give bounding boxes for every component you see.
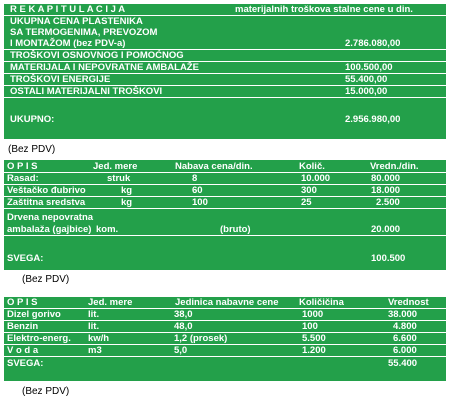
recap-item-value: 55.400,00 bbox=[345, 74, 388, 85]
cell-value: 2.500 bbox=[376, 197, 400, 208]
recap-item-1-row bbox=[4, 16, 446, 27]
recap-item-2-row bbox=[4, 50, 446, 62]
materials-table bbox=[4, 160, 446, 270]
cell-unit: kg bbox=[121, 185, 133, 196]
cell-value: 80.000 bbox=[371, 173, 401, 184]
column-header: Jed. mere bbox=[88, 297, 133, 308]
cell-desc: Drvena nepovratna bbox=[7, 212, 94, 223]
cell-qty: 100 bbox=[302, 321, 318, 332]
recap-item-1-row bbox=[4, 27, 446, 38]
materials-total-label: SVEGA: bbox=[7, 253, 44, 264]
cell-qty: 1000 bbox=[302, 309, 324, 320]
cell-price: 48,0 bbox=[174, 321, 193, 332]
cell-value: 18.000 bbox=[371, 185, 401, 196]
table-row bbox=[4, 185, 446, 197]
cell-value: 6.600 bbox=[393, 333, 417, 344]
materials-note: (Bez PDV) bbox=[22, 274, 70, 285]
cell-desc: V o d a bbox=[7, 345, 39, 356]
cell-price: (bruto) bbox=[220, 224, 251, 235]
cell-desc: Benzin bbox=[7, 321, 39, 332]
cell-value: 6.000 bbox=[393, 345, 417, 356]
cell-unit: kw/h bbox=[88, 333, 110, 344]
cell-qty: 10.000 bbox=[301, 173, 331, 184]
recap-total-label: UKUPNO: bbox=[10, 114, 55, 125]
recap-item-label: OSTALI MATERIJALNI TROŠKOVI bbox=[10, 86, 163, 97]
recap-item-label: UKUPNA CENA PLASTENIKA bbox=[10, 16, 143, 27]
column-header: Nabava cena/din. bbox=[175, 161, 253, 172]
energy-total-label: SVEGA: bbox=[7, 358, 44, 369]
table-row bbox=[4, 321, 446, 333]
cell-unit: lit. bbox=[88, 309, 100, 320]
table-row bbox=[4, 345, 446, 357]
column-header: Količičina bbox=[299, 297, 344, 308]
table-row bbox=[4, 333, 446, 345]
cell-qty: 300 bbox=[301, 185, 317, 196]
column-header: O P I S bbox=[7, 297, 38, 308]
table-row bbox=[4, 197, 446, 209]
recap-item-2-row bbox=[4, 62, 446, 74]
recap-title: R E K A P I T U L A C I J A bbox=[10, 4, 126, 15]
recap-subtitle: materijalnih troškova stalne cene u din. bbox=[235, 4, 413, 15]
energy-note: (Bez PDV) bbox=[22, 386, 70, 397]
cell-price: 60 bbox=[192, 185, 203, 196]
table-row bbox=[4, 212, 446, 223]
recap-item-4-row bbox=[4, 86, 446, 98]
column-header: Jedinica nabavne cene bbox=[175, 297, 279, 308]
recap-item-label: MATERIJALA I NEPOVRATNE AMBALAŽE bbox=[10, 62, 199, 73]
recap-item-label: I MONTAŽOM (bez PDV-a) bbox=[10, 38, 126, 49]
recap-item-label: TROŠKOVI OSNOVNOG I POMOĆNOG bbox=[10, 50, 184, 61]
recap-header-row bbox=[4, 4, 446, 16]
table-row bbox=[4, 224, 446, 236]
recap-item-value: 100.500,00 bbox=[345, 62, 393, 73]
energy-total-row bbox=[4, 358, 446, 369]
cell-price: 5,0 bbox=[174, 345, 188, 356]
materials-header-row bbox=[4, 161, 446, 173]
recap-item-1-row bbox=[4, 38, 446, 50]
cell-value: 38.000 bbox=[388, 309, 418, 320]
cell-qty: 1.200 bbox=[302, 345, 326, 356]
recap-total-value: 2.956.980,00 bbox=[345, 114, 401, 125]
cell-qty: 5.500 bbox=[302, 333, 326, 344]
cell-desc: Dizel gorivo bbox=[7, 309, 61, 320]
recap-total-row bbox=[4, 114, 446, 125]
column-header: Vredn./din. bbox=[370, 161, 419, 172]
cell-value: 20.000 bbox=[371, 224, 401, 235]
energy-table bbox=[4, 297, 446, 381]
recap-item-3-row bbox=[4, 74, 446, 86]
recap-item-value: 2.786.080,00 bbox=[345, 38, 401, 49]
cell-unit: kg bbox=[121, 197, 133, 208]
energy-total-value: 55.400 bbox=[388, 358, 418, 369]
table-row bbox=[4, 309, 446, 321]
table-row bbox=[4, 173, 446, 185]
cell-unit: m3 bbox=[88, 345, 102, 356]
cell-unit: kom. bbox=[96, 224, 119, 235]
materials-total-value: 100.500 bbox=[371, 253, 406, 264]
column-header: Vrednost bbox=[388, 297, 429, 308]
column-header: Jed. mere bbox=[93, 161, 138, 172]
cell-desc: Veštačko đubrivo bbox=[7, 185, 86, 196]
cell-desc: ambalaža (gajbice) bbox=[7, 224, 92, 235]
cell-desc: Elektro-energ. bbox=[7, 333, 71, 344]
cell-desc: Zaštitna sredstva bbox=[7, 197, 86, 208]
materials-total-row bbox=[4, 253, 446, 264]
cell-unit: struk bbox=[107, 173, 131, 184]
energy-header-row bbox=[4, 297, 446, 309]
cell-price: 100 bbox=[192, 197, 208, 208]
cell-unit: lit. bbox=[88, 321, 100, 332]
cell-price: 8 bbox=[192, 173, 198, 184]
cell-value: 4.800 bbox=[393, 321, 417, 332]
cell-desc: Rasad: bbox=[7, 173, 39, 184]
cell-price: 38,0 bbox=[174, 309, 193, 320]
cell-price: 1,2 (prosek) bbox=[174, 333, 228, 344]
recap-item-value: 15.000,00 bbox=[345, 86, 388, 97]
column-header: Količ. bbox=[299, 161, 325, 172]
recap-note: (Bez PDV) bbox=[8, 144, 56, 155]
recap-item-label: SA TERMOGENIMA, PREVOZOM bbox=[10, 27, 158, 38]
recap-table bbox=[4, 4, 446, 139]
recap-item-label: TROŠKOVI ENERGIJE bbox=[10, 74, 111, 85]
column-header: O P I S bbox=[7, 161, 38, 172]
cell-qty: 25 bbox=[301, 197, 312, 208]
